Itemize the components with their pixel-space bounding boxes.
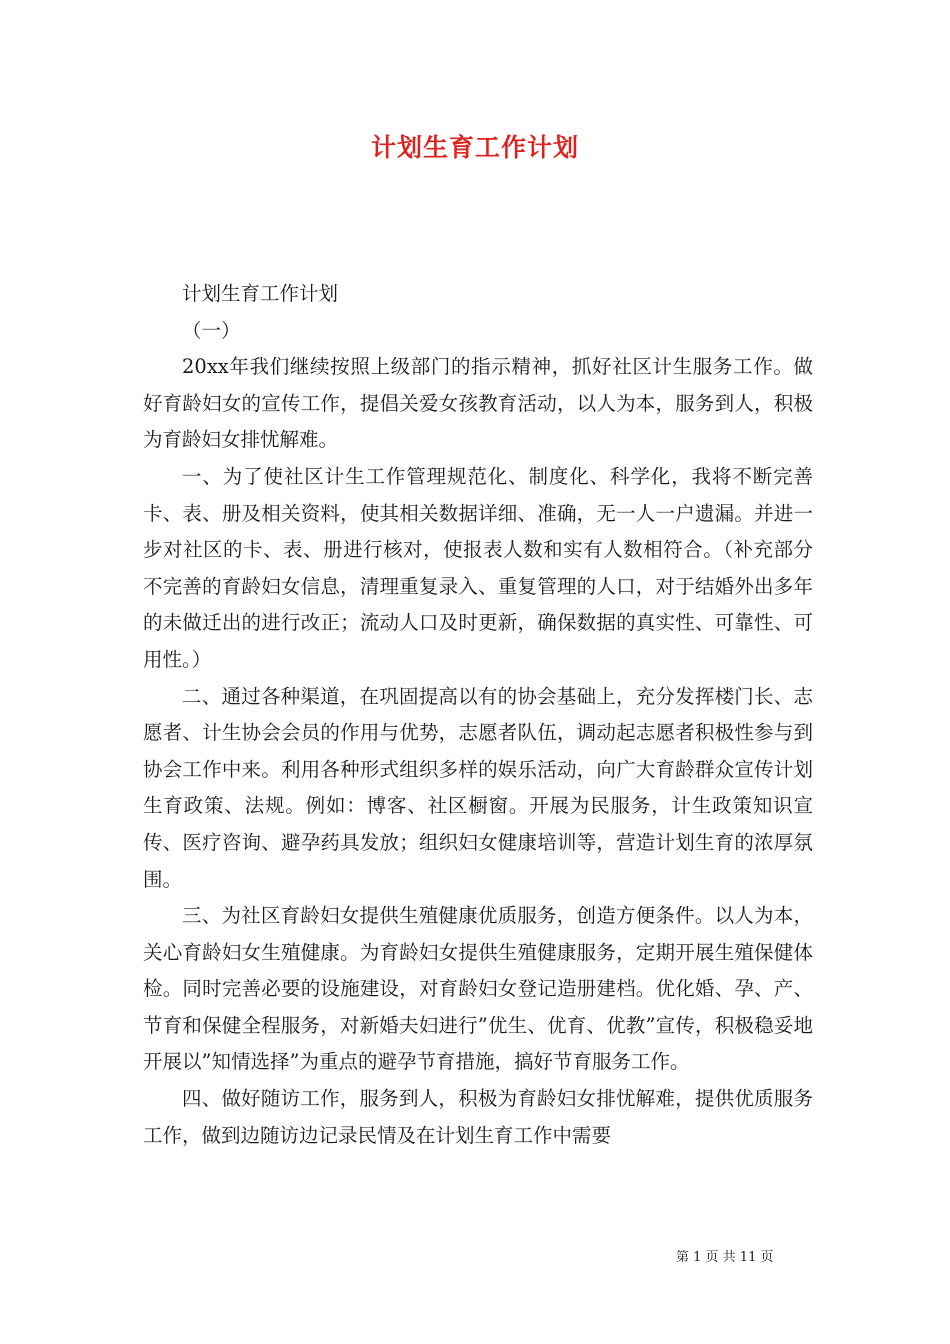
document-body <box>143 276 813 1154</box>
paragraph-item-2: 二、通过各种渠道，在巩固提高以有的协会基础上，充分发挥楼门长、志愿者、计生协会会员的作用与优势，志愿者队伍，调动起志愿者积极性参与到协会工作中来。利用各种形式组织多样的娱乐活动，向广大育龄群众宣传计划生育政策、法规。例如：博客、社区橱窗。开展为民服务，计生政策知识宣传、医疗咨询、避孕药具发放；组织妇女健康培训等，营造计划生育的浓厚氛围。 <box>143 684 813 891</box>
paragraph-item-1: 一、为了使社区计生工作管理规范化、制度化、科学化，我将不断完善卡、表、册及相关资料，使其相关数据详细、准确，无一人一户遗漏。并进一步对社区的卡、表、册进行核对，使报表人数和实有人数相符合。（补充部分不完善的育龄妇女信息，清理重复录入、重复管理的人口，对于结婚外出多年的未做迁出的进行改正；流动人口及时更新，确保数据的真实性、可靠性、可用性。） <box>143 464 813 671</box>
page-number-indicator: 第 1 页 共 11 页 <box>676 1250 774 1265</box>
paragraph-item-3: 三、为社区育龄妇女提供生殖健康优质服务，创造方便条件。以人为本，关心育龄妇女生殖健康。为育龄妇女提供生殖健康服务，定期开展生殖保健体检。同时完善必要的设施建设，对育龄妇女登记造册建档。优化婚、孕、产、节育和保健全程服务，对新婚夫妇进行”优生、优育、优教”宣传，积极稳妥地开展以”知情选择”为重点的避孕节育措施，搞好节育服务工作。 <box>143 904 813 1074</box>
document-title: 计划生育工作计划 <box>370 133 579 162</box>
paragraph-intro: 20xx年我们继续按照上级部门的指示精神，抓好社区计生服务工作。做好育龄妇女的宣传工作，提倡关爱女孩教育活动，以人为本，服务到人，积极为育龄妇女排忧解难。 <box>143 355 813 452</box>
document-subtitle: 计划生育工作计划 <box>182 282 339 305</box>
paragraph-item-4: 四、做好随访工作，服务到人，积极为育龄妇女排忧解难，提供优质服务工作，做到边随访边记录民情及在计划生育工作中需要 <box>143 1087 813 1147</box>
section-number: （一） <box>182 318 241 342</box>
